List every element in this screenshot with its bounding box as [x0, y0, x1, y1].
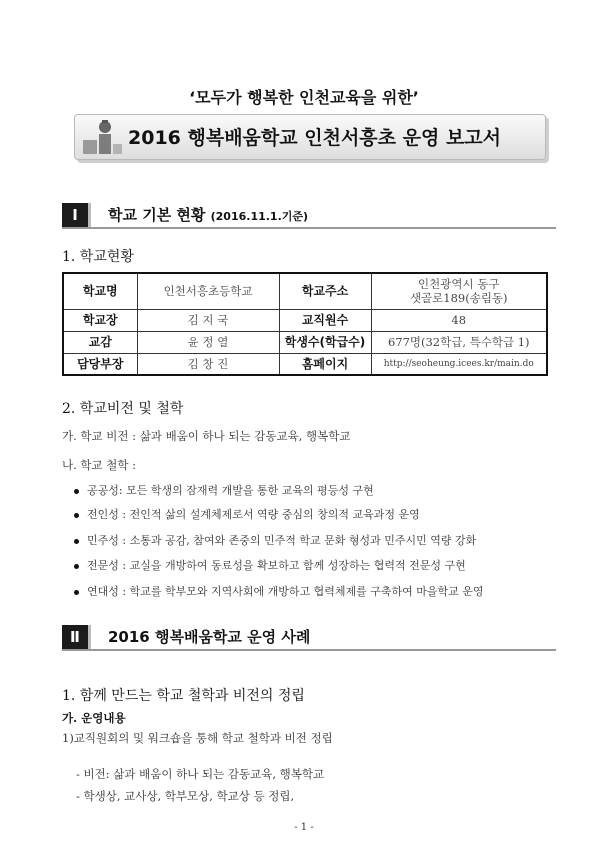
value-school-name: 인천서흥초등학교	[137, 273, 279, 309]
label-school-name: 학교명	[63, 273, 137, 309]
section-1-title-text: 학교 기본 현황	[108, 206, 206, 224]
content-label: 가. 운영내용	[62, 711, 126, 725]
label-school-address: 학교주소	[279, 273, 371, 309]
section-2-number: Ⅱ	[62, 625, 88, 649]
label-vice-principal: 교감	[63, 331, 137, 353]
vision-heading: 2. 학교비전 및 철학	[62, 401, 184, 417]
school-info-table	[62, 272, 548, 376]
value-school-address	[371, 273, 547, 309]
trophy-stack-icon	[80, 116, 124, 156]
value-vice-principal: 윤 정 열	[137, 331, 279, 353]
content-item-1: 1)교직원회의 및 워크숍을 통해 학교 철학과 비전 정립	[62, 731, 333, 745]
section-2-header	[62, 625, 556, 651]
address-line-1: 인천광역시 동구	[418, 277, 500, 292]
report-title: 2016 행복배움학교 인천서흥초 운영 보고서	[128, 127, 502, 149]
table-row	[63, 353, 547, 375]
label-principal: 학교장	[63, 309, 137, 331]
value-head-teacher: 김 창 진	[137, 353, 279, 375]
page-number: - 1 -	[294, 822, 314, 833]
list-item	[74, 557, 466, 573]
value-staff-count: 48	[371, 309, 547, 331]
table-row	[63, 309, 547, 331]
section-1-title	[108, 204, 308, 225]
philosophy-item: 전인성 : 전인적 삶의 설계체제로서 역량 중심의 창의적 교육과정 운영	[87, 508, 420, 521]
label-staff-count: 교직원수	[279, 309, 371, 331]
philosophy-item: 연대성 : 학교를 학부모와 지역사회에 개방하고 협력체제를 구축하여 마을학교 운영	[87, 585, 484, 598]
bullet-icon	[74, 513, 79, 518]
bullet-icon	[74, 539, 79, 544]
list-item	[74, 506, 420, 522]
label-homepage: 홈페이지	[279, 353, 371, 375]
value-homepage[interactable]: http://seoheung.icees.kr/main.do	[371, 353, 547, 375]
section-1-date: (2016.11.1.기준)	[210, 210, 309, 223]
address-line-2: 샛골로189(송림동)	[409, 291, 508, 306]
bullet-icon	[74, 489, 79, 494]
section-1-header	[62, 203, 556, 229]
philosophy-label: 나. 학교 철학 :	[62, 458, 137, 472]
report-subtitle: ‘모두가 행복한 인천교육을 위한’	[189, 88, 419, 107]
label-student-count: 학생수(학급수)	[279, 331, 371, 353]
section-2-title: 2016 행복배움학교 운영 사례	[108, 628, 311, 646]
value-principal: 김 지 국	[137, 309, 279, 331]
bullet-icon	[74, 564, 79, 569]
list-item	[74, 583, 483, 599]
philosophy-vision-heading: 1. 함께 만드는 학교 철학과 비전의 정립	[62, 688, 305, 704]
dash-item: - 비전: 삶과 배움이 하나 되는 감동교육, 행복학교	[76, 767, 325, 781]
table-row	[63, 331, 547, 353]
philosophy-item: 민주성 : 소통과 공감, 참여와 존중의 민주적 학교 문화 형성과 민주시민 역량 강화	[87, 534, 477, 547]
value-student-count: 677명(32학급, 특수학급 1)	[371, 331, 547, 353]
list-item	[74, 482, 374, 498]
list-item	[74, 532, 476, 548]
philosophy-item: 전문성 : 교실을 개방하여 동료성을 확보하고 함께 성장하는 협력적 전문성 구현	[87, 559, 466, 572]
bullet-icon	[74, 590, 79, 595]
section-1-number: Ⅰ	[62, 203, 88, 227]
philosophy-item: 공공성: 모든 학생의 잠재력 개발을 통한 교육의 평등성 구현	[87, 484, 374, 497]
dash-item: - 학생상, 교사상, 학부모상, 학교상 등 정립,	[76, 789, 295, 803]
label-head-teacher: 담당부장	[63, 353, 137, 375]
school-status-heading: 1. 학교현황	[62, 249, 134, 265]
school-vision: 가. 학교 비전 : 삶과 배움이 하나 되는 감동교육, 행복학교	[62, 429, 351, 443]
table-row	[63, 273, 547, 309]
